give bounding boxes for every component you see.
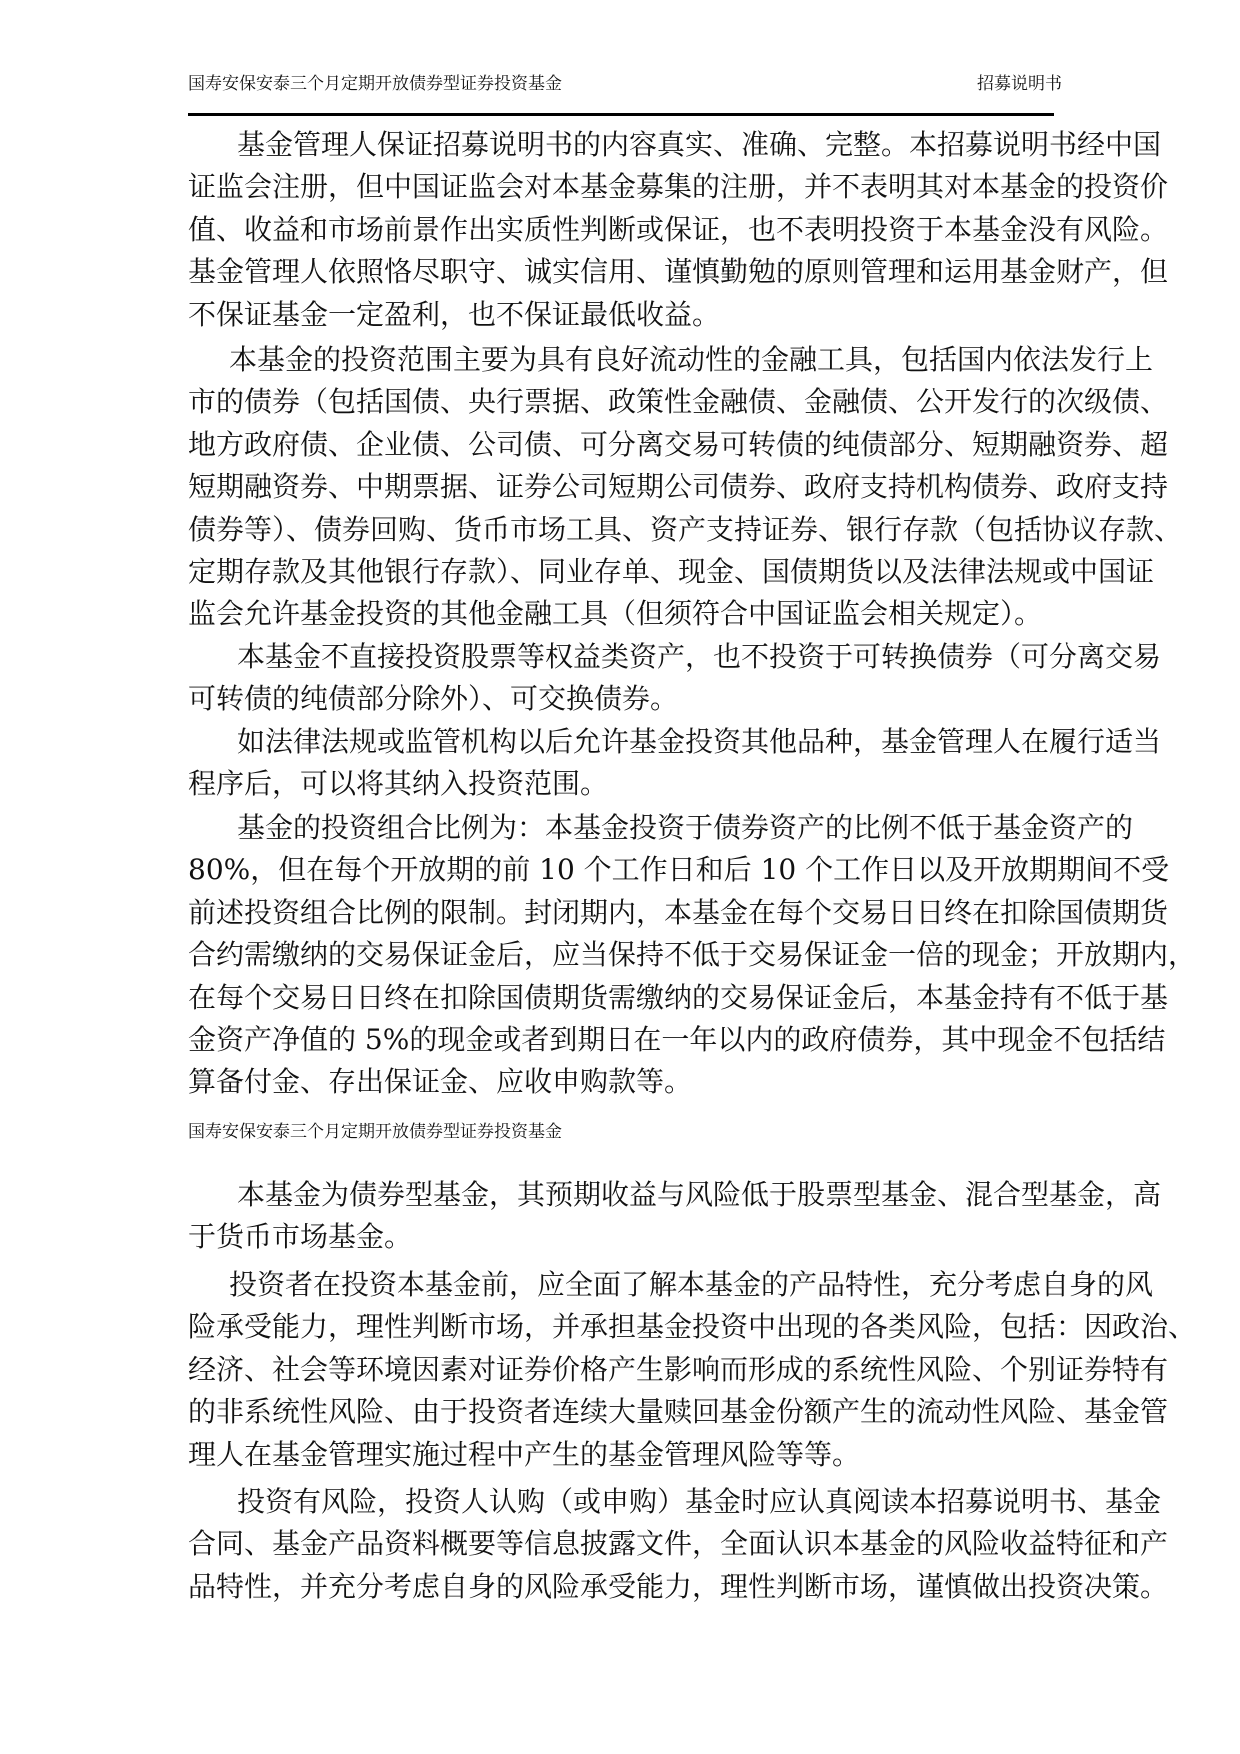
paragraph-line: 品特性，并充分考虑自身的风险承受能力，理性判断市场，谨慎做出投资决策。: [188, 1569, 1169, 1603]
header-doc-type: 招募说明书: [977, 74, 1062, 94]
paragraph-line: 于货币市场基金。: [188, 1220, 413, 1254]
paragraph-line: 本基金为债券型基金，其预期收益与风险低于股票型基金、混合型基金，高: [237, 1178, 1162, 1211]
paragraph-line: 地方政府债、企业债、公司债、可分离交易可转债的纯债部分、短期融资券、超: [188, 427, 1169, 461]
paragraph: [188, 124, 1169, 336]
paragraph-line: 80%，但在每个开放期的前 10 个工作日和后 10 个工作日以及开放期期间不受: [188, 853, 1170, 887]
paragraph-line: 算备付金、存出保证金、应收申购款等。: [188, 1065, 693, 1099]
paragraph: [188, 1264, 1197, 1476]
paragraph-line: 债券等）、债券回购、货币市场工具、资产支持证券、银行存款（包括协议存款、: [188, 512, 1183, 546]
paragraph-line: 金资产净值的 5%的现金或者到期日在一年以内的政府债券，其中现金不包括结: [188, 1022, 1166, 1056]
paragraph-line: 证监会注册，但中国证监会对本基金募集的注册，并不表明其对本基金的投资价: [188, 170, 1169, 204]
paragraph-line: 本基金的投资范围主要为具有良好流动性的金融工具，包括国内依法发行上: [229, 343, 1154, 376]
paragraph-line: 程序后，可以将其纳入投资范围。: [188, 767, 609, 801]
paragraph-line: 合约需缴纳的交易保证金后，应当保持不低于交易保证金一倍的现金；开放期内，: [188, 938, 1197, 972]
paragraph-line: 基金管理人依照恪尽职守、诚实信用、谨慎勤勉的原则管理和运用基金财产，但: [188, 255, 1169, 289]
paragraph-line: 的非系统性风险、由于投资者连续大量赎回基金份额产生的流动性风险、基金管: [188, 1395, 1169, 1429]
paragraph-line: 不保证基金一定盈利，也不保证最低收益。: [188, 297, 721, 331]
paragraph: [188, 807, 1197, 1104]
paragraph-line: 经济、社会等环境因素对证券价格产生影响而形成的系统性风险、个别证券特有: [188, 1352, 1169, 1386]
paragraph-line: 险承受能力，理性判断市场，并承担基金投资中出现的各类风险，包括：因政治、: [188, 1310, 1197, 1344]
paragraph-line: 市的债券（包括国债、央行票据、政策性金融债、金融债、公开发行的次级债、: [188, 385, 1169, 419]
paragraph: [188, 636, 1162, 721]
paragraph-line: 定期存款及其他银行存款）、同业存单、现金、国债期货以及法律法规或中国证: [188, 554, 1155, 588]
paragraph-line: 在每个交易日日终在扣除国债期货需缴纳的交易保证金后，本基金持有不低于基: [188, 980, 1169, 1014]
paragraph: [188, 721, 1162, 806]
paragraph-line: 本基金不直接投资股票等权益类资产，也不投资于可转换债券（可分离交易: [237, 640, 1162, 673]
header-fund-name: 国寿安保安泰三个月定期开放债券型证券投资基金: [188, 74, 562, 94]
paragraph-line: 可转债的纯债部分除外）、可交换债券。: [188, 682, 679, 716]
paragraph-line: 基金的投资组合比例为：本基金投资于债券资产的比例不低于基金资产的: [237, 811, 1134, 844]
paragraph-line: 投资者在投资本基金前，应全面了解本基金的产品特性，充分考虑自身的风: [229, 1268, 1154, 1301]
paragraph-line: 投资有风险，投资人认购（或申购）基金时应认真阅读本招募说明书、基金: [237, 1485, 1162, 1518]
paragraph-line: 监会允许基金投资的其他金融工具（但须符合中国证监会相关规定）。: [188, 597, 1043, 631]
page-footer-fund-name: 国寿安保安泰三个月定期开放债券型证券投资基金: [188, 1122, 562, 1142]
paragraph-line: 值、收益和市场前景作出实质性判断或保证，也不表明投资于本基金没有风险。: [188, 212, 1169, 246]
paragraph-line: 如法律法规或监管机构以后允许基金投资其他品种，基金管理人在履行适当: [237, 725, 1162, 758]
paragraph-line: 理人在基金管理实施过程中产生的基金管理风险等等。: [188, 1437, 861, 1471]
paragraph: [188, 1481, 1169, 1608]
paragraph: [188, 339, 1183, 636]
paragraph: [188, 1174, 1162, 1259]
paragraph-line: 基金管理人保证招募说明书的内容真实、准确、完整。本招募说明书经中国: [237, 128, 1162, 161]
paragraph-line: 短期融资券、中期票据、证券公司短期公司债券、政府支持机构债券、政府支持: [188, 470, 1169, 504]
paragraph-line: 合同、基金产品资料概要等信息披露文件，全面认识本基金的风险收益特征和产: [188, 1527, 1169, 1561]
header-rule: [188, 113, 1054, 116]
paragraph-line: 前述投资组合比例的限制。封闭期内，本基金在每个交易日日终在扣除国债期货: [188, 895, 1169, 929]
